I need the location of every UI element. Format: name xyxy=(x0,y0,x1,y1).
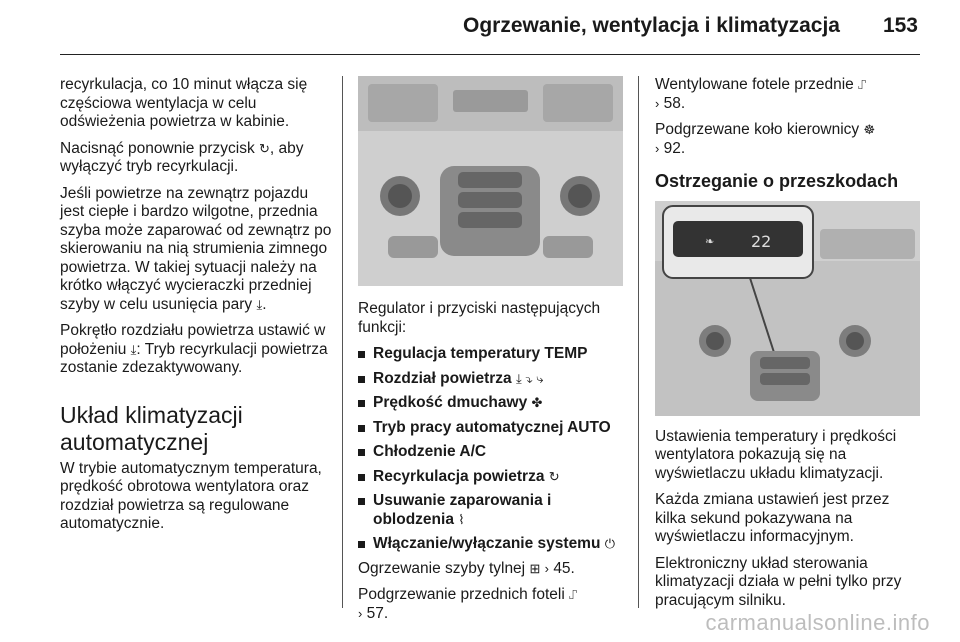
seat-heating-icon: ⑀ xyxy=(569,587,577,602)
paragraph: Ustawienia temperatury i prędkości wentylatora pokazują się na wyświetlaczu układu klimatyzacji. xyxy=(655,427,897,482)
steering-wheel-icon: ☸ xyxy=(863,122,876,137)
climate-display-figure xyxy=(655,201,920,416)
paragraph: Podgrzewane koło kierownicy ☸ › 92. xyxy=(655,121,876,157)
section-heading: Układ klimatyzacji automatycznej xyxy=(60,401,243,455)
page-reference-icon: › xyxy=(358,605,363,621)
fan-icon: ✤ xyxy=(531,395,543,410)
air-distribution-icon: ⤓ ⤵ ⤷ xyxy=(515,370,544,386)
paragraph: Jeśli powietrze na zewnątrz pojazdu jest ciepłe i bardzo wilgotne, przednia szyba może zaparować od zewnątrz po skierowaniu na nią strumienia zimnego powietrza. W takiej sytuacji należy na krótko włączyć wycieraczki przedniej szyby w celu usunięcia pary ⤓. xyxy=(60,184,332,313)
list-item: Usuwanie zaparowania i oblodzenia ⌇ xyxy=(358,492,626,529)
paragraph: Elektroniczny układ sterowania klimatyzacji działa w pełni tylko przy pracującym silniku. xyxy=(655,554,902,609)
column-middle xyxy=(358,76,626,631)
page-number: 153 xyxy=(882,14,918,37)
page-reference-icon: › xyxy=(655,95,660,111)
watermark: carmanualsonline.info xyxy=(705,610,930,635)
rear-window-heating-icon: ⊞ xyxy=(529,560,541,576)
list-item: Rozdział powietrza ⤓ ⤵ ⤷ xyxy=(358,370,626,389)
paragraph: Każda zmiana ustawień jest przez kilka sekund pokazywana na wyświetlaczu informacyjnym. xyxy=(655,491,890,545)
list-item: Włączanie/wyłączanie systemu ⏻ xyxy=(358,535,626,554)
air-distribution-icon: ⤓ xyxy=(256,296,263,312)
svg-text:❧: ❧ xyxy=(705,234,715,248)
paragraph: Wentylowane fotele przednie ⑀ › 58. xyxy=(655,76,866,112)
list-item: Recyrkulacja powietrza ↻ xyxy=(358,468,626,487)
power-icon: ⏻ xyxy=(604,536,616,551)
list-item: Chłodzenie A/C xyxy=(358,443,626,462)
page-reference-icon: › xyxy=(544,560,549,576)
air-distribution-icon: ⤓ xyxy=(130,341,137,357)
recirculation-icon: ↻ xyxy=(548,468,560,484)
paragraph: Pokrętło rozdziału powietrza ustawić w położeniu ⤓: Tryb recyrkulacji powietrza zostanie zdezaktywowany. xyxy=(60,322,328,376)
list-item: Regulacja temperatury TEMP xyxy=(358,345,626,364)
page-reference-icon: › xyxy=(655,140,660,156)
paragraph: recyrkulacja, co 10 minut włącza się częściowa wentylacja w celu odświeżenia powietrza w kabinie. xyxy=(60,76,308,130)
svg-text:22: 22 xyxy=(751,231,772,251)
column-divider-2 xyxy=(638,76,639,608)
paragraph: Nacisnąć ponownie przycisk ↻, aby wyłączyć tryb recyrkulacji. xyxy=(60,139,304,175)
paragraph: Ogrzewanie szyby tylnej ⊞ › 45. xyxy=(358,559,575,577)
column-left xyxy=(60,76,332,542)
climate-control-panel-figure xyxy=(358,76,623,286)
header-divider xyxy=(60,54,920,55)
paragraph: W trybie automatycznym temperatura, prędkość obrotowa wentylatora oraz rozdział powietrza są regulowane automatycznie. xyxy=(60,459,322,532)
section-heading: Ostrzeganie o przeszkodach xyxy=(655,171,899,191)
paragraph: Podgrzewanie przednich foteli ⑀ › 57. xyxy=(358,586,577,622)
recirculation-icon: ↻ xyxy=(259,140,270,156)
column-divider-1 xyxy=(342,76,343,608)
list-item: Prędkość dmuchawy ✤ xyxy=(358,394,626,413)
column-right xyxy=(655,76,923,618)
seat-ventilation-icon: ⑀ xyxy=(858,77,866,92)
page-header-title: Ogrzewanie, wentylacja i klimatyzacja xyxy=(462,14,840,37)
defrost-icon: ⌇ xyxy=(458,511,465,527)
paragraph: Regulator i przyciski następujących funkcji: xyxy=(358,300,601,336)
list-item: Tryb pracy automatycznej AUTO xyxy=(358,419,626,438)
